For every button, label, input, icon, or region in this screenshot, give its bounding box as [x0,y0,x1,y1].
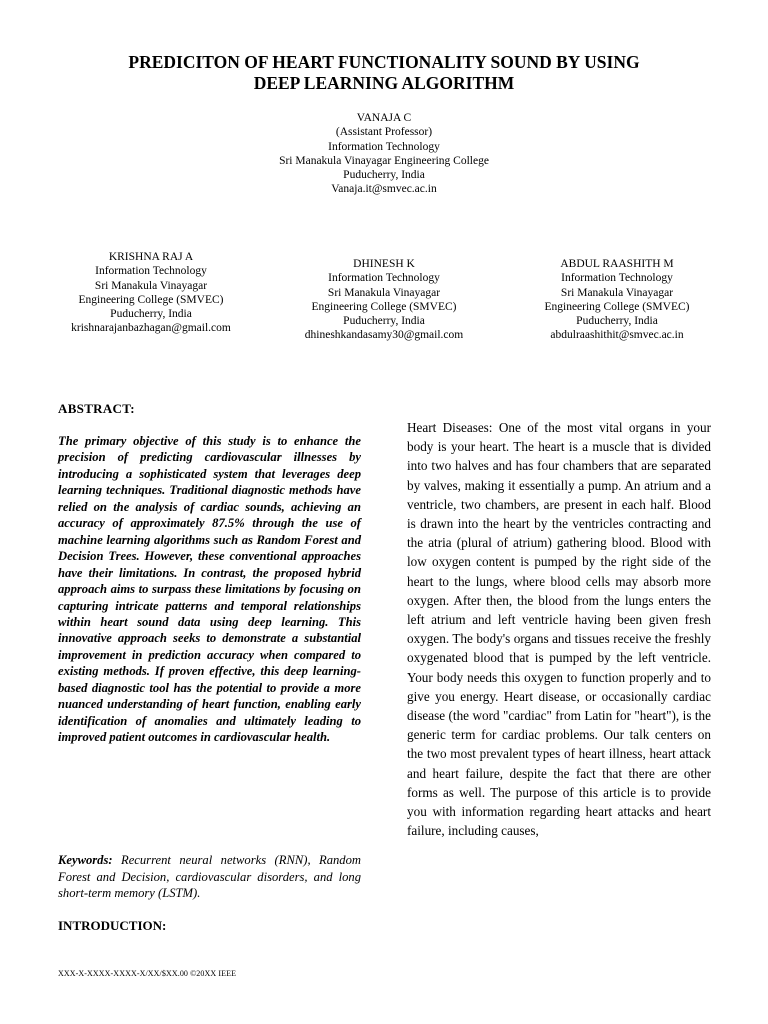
abstract-body: The primary objective of this study is to enhance the precision of predicting cardiovascular illnesses by introducing a sophisticated system that leverages deep learning techniques. Traditional diagnostic methods have relied on the analysis of cardiac sounds, achieving an accuracy of approximately 87.5% through the use of machine learning algorithms such as Random Forest and Decision Trees. However, these conventional approaches have their limitations. In contrast, the proposed hybrid approach aims to surpass these limitations by focusing on capturing intricate patterns and temporal relationships within heart sound data using deep learning. This innovative approach seeks to demonstrate a substantial improvement in prediction accuracy when compared to existing methods. If proven effective, this deep learning-based diagnostic tool has the potential to provide a more nuanced understanding of heart function, enabling early identification of anomalies and ultimately leading to improved patient outcomes in cardiovascular health. [58,434,361,745]
introduction-body: Heart Diseases: One of the most vital organs in your body is your heart. The heart is a muscle that is divided into two halves and has four chambers that are separated by valves, making it essentially a pump. An atrium and a ventricle, two chambers, are present in each half. Blood is drawn into the heart by the ventricles contracting and the atria (plural of atrium) gathering blood. Blood with low oxygen content is pumped by the right side of the heart to the lungs, where blood cells may absorb more oxygen. After then, the blood from the lungs enters the left atrium and left ventricle having been given fresh oxygen. The body's organs and tissues receive the freshly oxygenated blood that is pumped by the left ventricle. Your body needs this oxygen to function properly and to give you energy. Heart disease, or occasionally cardiac disease (the word "cardiac" from Latin for "heart"), is the generic term for cardiac problems. Our talk centers on the two most prevalent types of heart illness, heart attack and heart failure, despite the fact that there are other forms as well. The purpose of this article is to provide you with information regarding heart attacks and heart failure, including causes, [407,420,711,839]
abstract-heading: ABSTRACT: [58,401,135,416]
author-block-dhinesh [259,257,509,343]
keywords-paragraph [58,852,361,902]
author-name: VANAJA C [356,112,412,124]
main-author-block [184,111,584,197]
author-department: Information Technology [561,272,673,285]
keywords-text: Recurrent neural networks (RNN), Random Forest and Decision, cardiovascular disorders, and long short-term memory (LSTM). [58,853,361,900]
author-department: Information Technology [95,265,207,278]
author-college: Sri Manakula Vinayagar [94,279,208,292]
copyright-footer: XXX-X-XXXX-XXXX-X/XX/$XX.00 ©20XX IEEE [58,969,237,978]
author-college: Sri Manakula Vinayagar [560,286,674,299]
author-email: dhineshkandasamy30@gmail.com [304,329,464,342]
author-college: Sri Manakula Vinayagar [327,286,441,299]
author-location: Puducherry, India [576,315,658,328]
author-location: Puducherry, India [343,169,425,182]
keywords-label: Keywords: [58,853,113,867]
paper-title-line-1: PREDICITON OF HEART FUNCTIONALITY SOUND BY USING [128,52,640,72]
author-email: krishnarajanbazhagan@gmail.com [71,322,231,335]
author-name: ABDUL RAASHITH M [560,258,674,270]
author-email: Vanaja.it@smvec.ac.in [331,183,437,196]
paper-title [40,52,728,94]
author-college: Sri Manakula Vinayagar Engineering College [279,154,489,167]
author-department: Information Technology [328,272,440,285]
author-email: abdulraashithit@smvec.ac.in [550,329,684,342]
introduction-heading: INTRODUCTION: [58,918,167,933]
author-college: Engineering College (SMVEC) [78,293,224,306]
author-college: Engineering College (SMVEC) [544,300,690,313]
author-department: Information Technology [328,140,440,153]
author-block-krishna [26,250,276,336]
author-location: Puducherry, India [110,308,192,321]
paper-title-line-2: DEEP LEARNING ALGORITHM [253,73,515,93]
author-name: KRISHNA RAJ A [108,251,194,263]
author-college: Engineering College (SMVEC) [311,300,457,313]
author-role: (Assistant Professor) [335,126,433,139]
author-name: DHINESH K [353,258,415,270]
author-location: Puducherry, India [343,315,425,328]
author-block-abdul [492,257,742,343]
